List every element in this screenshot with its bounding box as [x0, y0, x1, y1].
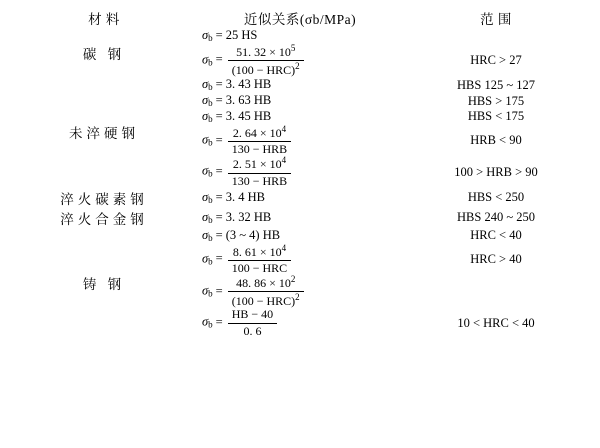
table-body [6, 8, 594, 338]
column-header-3: 范 围 [480, 12, 512, 27]
relation-formula: $\sigma_b$ = $\frac{2. 64 \times 10^4}{\text{130 − HRB}}$ [202, 125, 398, 156]
relation-formula: $\sigma_b = 3$. 32 HB [202, 209, 272, 225]
range-value: HBS < 175 [467, 109, 525, 124]
material-name: 淬火合金钢 [60, 211, 148, 227]
relation-formula: $\sigma_b = 3$. 43 HB [202, 77, 272, 93]
range-value [398, 275, 594, 308]
relation-formula: $\sigma_b = 3$. 45 HB [202, 109, 272, 125]
relation-formula: $\sigma_b$ = $\frac{48. 86 \times 10^2}{(100 - HRC)^2}$ [202, 275, 398, 308]
range-value: HBS < 250 [467, 190, 525, 205]
range-value: HBS 125 ~ 127 [457, 77, 535, 92]
material-strength-table [6, 8, 594, 338]
material-name: 淬火碳素钢 [60, 191, 148, 207]
range-value: HRC > 40 [470, 251, 522, 266]
range-value: HRB < 90 [470, 133, 522, 148]
range-value: 10 < HRC < 40 [457, 315, 535, 330]
range-value: HBS > 175 [467, 93, 525, 108]
material-name: 铸 钢 [82, 276, 126, 292]
material-name: 未淬硬钢 [69, 126, 139, 142]
relation-formula: $\sigma_b$ = $\frac{51. 32 \times 10^5}{(100 - HRC)^2}$ [202, 44, 398, 77]
relation-formula: $\sigma_b = (3$ ~ 4) HB [202, 227, 281, 243]
range-value: HRC > 27 [470, 53, 522, 68]
range-value: 100 > HRB > 90 [454, 164, 538, 179]
relation-formula: $\sigma_b$ = $\frac{8. 61 \times 10^4}{\text{100 − HRC}}$ [202, 244, 398, 275]
range-value: HBS 240 ~ 250 [457, 210, 535, 225]
relation-formula: $\sigma_b$ = $\frac{2. 51 \times 10^4}{\text{130 − HRB}}$ [202, 156, 398, 187]
relation-formula: $\sigma_b$ = $\frac{HB - 40}{0. 6}$ [202, 308, 398, 337]
relation-formula: $\sigma_b = 3$. 63 HB [202, 93, 272, 109]
relation-formula: $\sigma_b = 3$. 4 HB [202, 189, 265, 205]
material-name: 碳 钢 [82, 46, 126, 62]
range-value: HRC < 40 [470, 228, 522, 243]
column-header-2: 近似关系(σb/MPa) [243, 12, 357, 27]
relation-formula: $\sigma_b = 25$ HS [202, 28, 258, 43]
range-value [398, 28, 594, 44]
column-header-1: 材 料 [88, 12, 120, 27]
